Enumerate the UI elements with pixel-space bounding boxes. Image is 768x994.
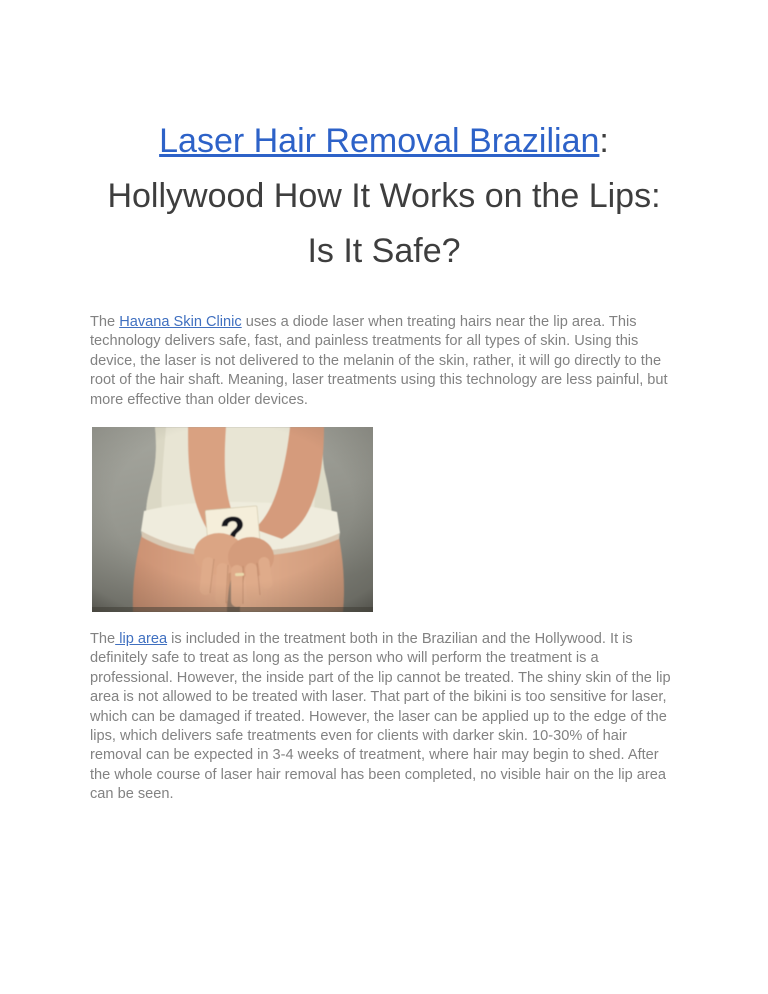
paragraph-lip-area-text-pre: The	[90, 631, 116, 648]
paragraph-intro-text-pre: The	[90, 314, 120, 330]
paragraph-intro-text-post: uses a diode laser when treating hairs near the lip area. This technology delivers safe, fast, and painless treatments for all types of skin. Using this device, the laser is not delivered to the melanin of the skin, rather, it will go directly to the root of the hair shaft. Meaning, laser treatments using this technology are less painful, but more effective than older devices.	[90, 314, 668, 408]
photo-vignette	[92, 427, 373, 612]
photo-illustration	[92, 427, 373, 612]
title-link-laser-hair-removal-brazilian[interactable]: Laser Hair Removal Brazilian	[159, 122, 600, 160]
page-title	[0, 0, 768, 279]
question-mark-photo	[92, 427, 373, 612]
havana-skin-clinic-link[interactable]: Havana Skin Clinic	[119, 314, 242, 330]
title-line-2: Hollywood How It Works on the Lips:	[107, 177, 661, 215]
paragraph-lip-area-text-post: is included in the treatment both in the Brazilian and the Hollywood. It is definitely safe to treat as long as the person who will perform the treatment is a professional. However, the inside part of the lip cannot be treated. The shiny skin of the lip area is not allowed to be treated with laser. That part of the bikini is too sensitive for laser, which can be damaged if treated. However, the laser can be applied up to the edge of the lips, which delivers safe treatments even for clients with darker skin. 10-30% of hair removal can be expected in 3-4 weeks of treatment, where hair may begin to shed. After the whole course of laser hair removal has been completed, no visible hair on the lip area can be seen.	[90, 631, 671, 803]
lip-area-link[interactable]: lip area	[115, 631, 168, 648]
paragraph-lip-area	[90, 630, 678, 805]
title-line-3: Is It Safe?	[307, 232, 461, 270]
title-line-1	[0, 114, 768, 169]
photo-bottom-shadow	[92, 607, 373, 612]
title-colon: :	[599, 122, 609, 160]
document-body	[90, 313, 678, 805]
paragraph-intro	[90, 313, 678, 410]
